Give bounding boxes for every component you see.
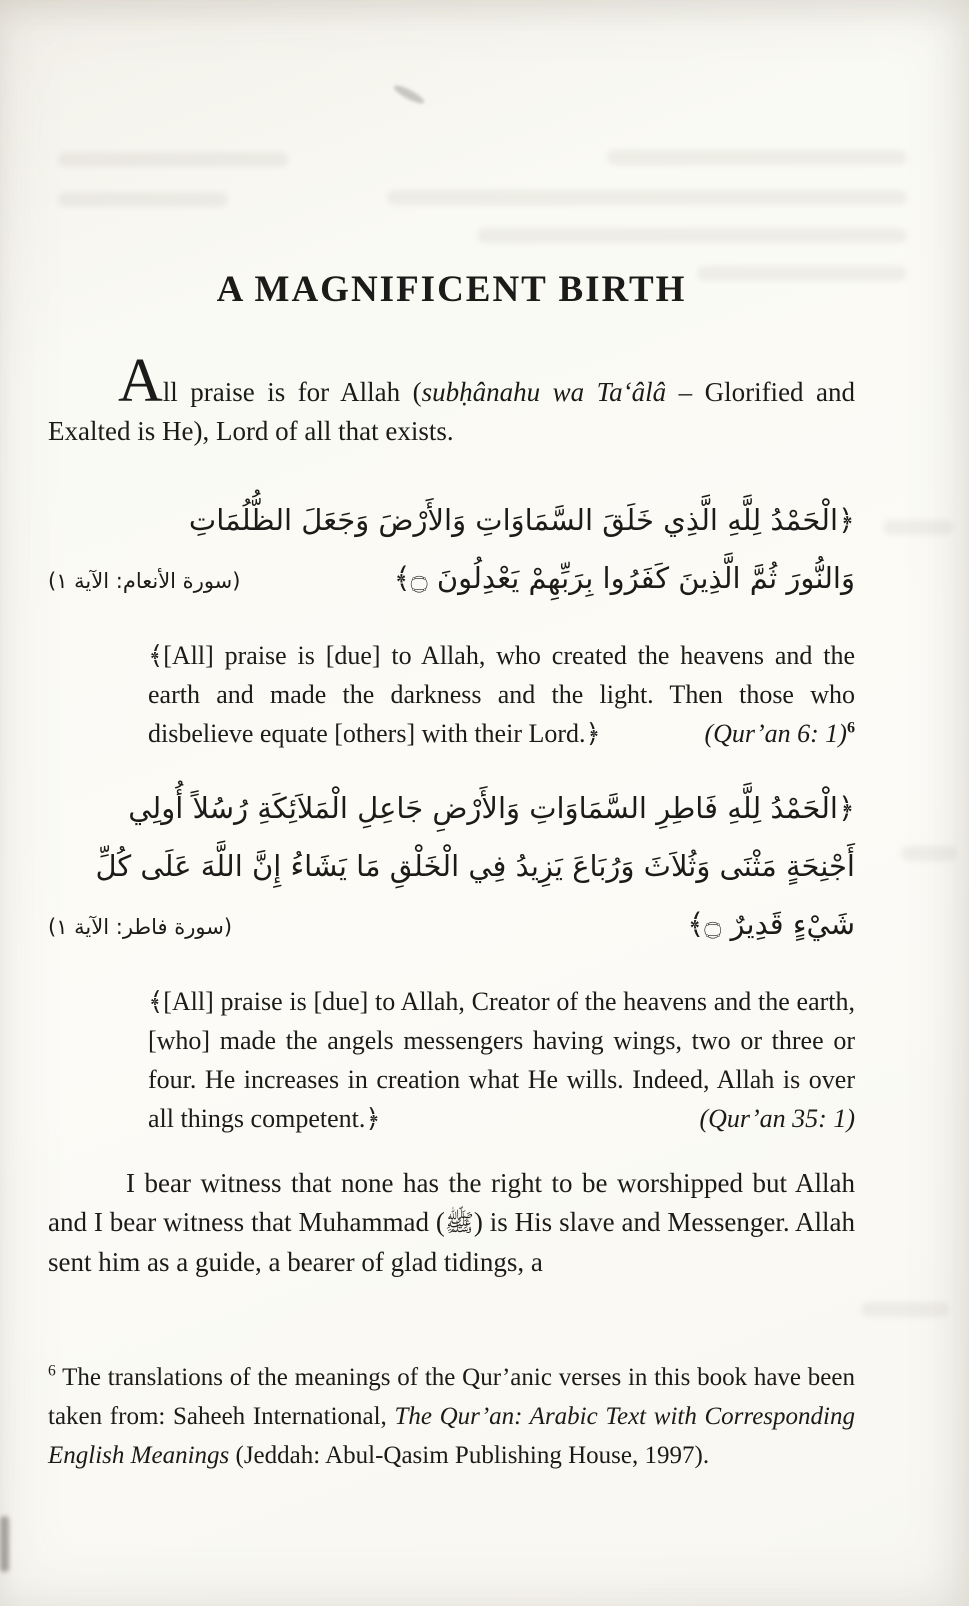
arabic-verse-last-row xyxy=(48,549,855,610)
translation-text-1: ﴾[All] praise is [due] to Allah, who created the heavens and the earth and made the darkness and the light. Then those who disbelieve equate [others] with their Lord.﴿ xyxy=(148,641,855,748)
chapter-title: A MAGNIFICENT BIRTH xyxy=(216,269,687,310)
quran-reference-1: (Qur’an 6: 1) xyxy=(704,719,847,748)
witness-text-end: ) is His slave and Messenger. Allah sent him as a guide, a bearer of glad tidings, a xyxy=(48,1207,855,1277)
arabic-verse-line: وَالنُّورَ ثُمَّ الَّذِينَ كَفَرُوا بِرَبِّهِمْ يَعْدِلُونَ ۝﴾ xyxy=(393,561,855,595)
footnote xyxy=(48,1358,855,1475)
witness-text-start: I bear witness that none has the right to be worshipped but Allah and I bear witness that Muhammad ( xyxy=(48,1168,855,1237)
verse-translation-1 xyxy=(148,636,855,753)
footnote-book-title: The Qur’an: Arabic Text with Corresponding English Meanings xyxy=(48,1403,855,1469)
transliteration-phrase: subḥânahu wa Ta‘âlâ xyxy=(421,377,667,407)
dropcap-initial: A xyxy=(118,347,163,415)
witness-paragraph xyxy=(48,1164,855,1282)
surah-reference-1: (سورة الأنعام: الآية ١) xyxy=(48,569,241,593)
arabic-verse-line: ﴿الْحَمْدُ لِلَّهِ الَّذِي خَلَقَ السَّمَاوَاتِ وَالأَرْضَ وَجَعَلَ الظُّلُمَاتِ xyxy=(188,503,855,537)
opening-text-start: ll praise is for Allah ( xyxy=(162,377,422,407)
translation-text-2: ﴾[All] praise is [due] to Allah, Creator of the heavens and the earth, [who] made the angels messengers having wings, two or three or four. He increases in creation what He wills. Indeed, Allah is over all things competent.﴿ xyxy=(148,987,855,1133)
pbuh-symbol: ﷺ xyxy=(444,1209,474,1237)
verse-translation-2 xyxy=(148,982,855,1138)
arabic-verse-last-row xyxy=(48,895,855,956)
arabic-verse-line: ﴿الْحَمْدُ لِلَّهِ فَاطِرِ السَّمَاوَاتِ وَالأَرْضِ جَاعِلِ الْمَلاَئِكَةِ رُسُلاً أُولِي xyxy=(128,791,855,825)
arabic-verse-line: شَيْءٍ قَدِيرٌ ۝﴾ xyxy=(687,907,855,941)
arabic-verse-line: أَجْنِحَةٍ مَثْنَى وَثُلاَثَ وَرُبَاعَ يَزِيدُ فِي الْخَلْقِ مَا يَشَاءُ إِنَّ اللَّهَ عَلَى كُلِّ xyxy=(95,849,855,883)
opening-text-end: – Glorified and Exalted is He), Lord of all that exists. xyxy=(48,377,856,446)
opening-paragraph xyxy=(48,347,856,451)
surah-reference-2: (سورة فاطر: الآية ١) xyxy=(48,915,233,939)
quran-reference-2: (Qur’an 35: 1) xyxy=(699,1104,855,1133)
scan-corner-mark xyxy=(0,1516,9,1572)
footnote-marker-ref: 6 xyxy=(846,719,855,737)
quran-verse-arabic-1 xyxy=(48,491,855,610)
footnote-paragraph xyxy=(48,1358,855,1475)
footnote-text-end: (Jeddah: Abul-Qasim Publishing House, 1997). xyxy=(229,1442,710,1469)
footnote-marker: 6 xyxy=(48,1362,56,1380)
footnote-text-start: The translations of the meanings of the Qur’anic verses in this book have been taken from: Saheeh International, xyxy=(48,1364,855,1430)
quran-verse-arabic-2 xyxy=(48,779,855,956)
